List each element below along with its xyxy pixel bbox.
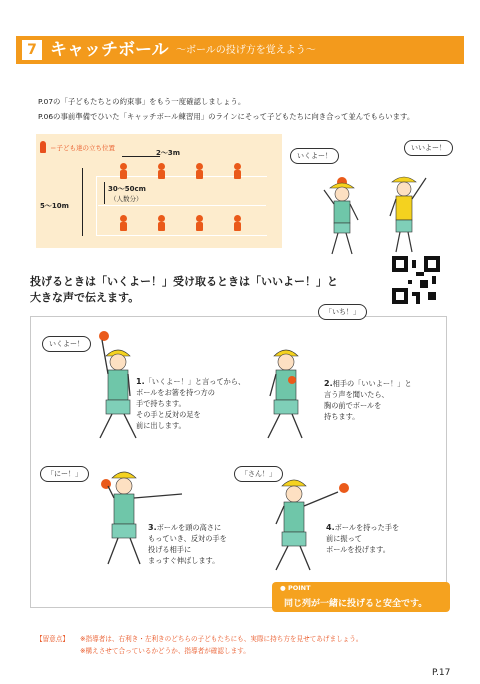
children-illustration xyxy=(310,168,450,264)
emphasis-line-2: 大きな声で伝えます。 xyxy=(30,291,140,304)
player-marker-icon xyxy=(120,215,127,231)
intro-line-1: P.07の「子どもたちとの約束事」をもう一度確認しましょう。 xyxy=(38,97,246,106)
notes-line-1: ※指導者は、右利き・左利きのどちらの子どもたちにも、実際に持ち方を見せてあげましょう。 xyxy=(80,635,363,643)
player-marker-icon xyxy=(120,163,127,179)
speech-bubble: いいよー！ xyxy=(404,140,453,156)
player-marker-icon xyxy=(234,163,241,179)
section-number: 7 xyxy=(22,40,42,60)
distance-arrow xyxy=(82,168,83,236)
section-subtitle: ～ボールの投げ方を覚えよう～ xyxy=(176,45,316,56)
step-2-bubble: 「いち！」 xyxy=(318,304,367,320)
spacing-arrow xyxy=(122,156,160,157)
step-2-text: 2.相手の「いいよー！」と 言う声を聞いたら、 胸の前でボールを 持ちます。 xyxy=(324,379,412,421)
notes-line-2: ※構えさせて合っているかどうか、指導者が確認します。 xyxy=(80,647,250,655)
intro-line-2: P.06の事前準備でひいた「キャッチボール練習用」のラインにそって子どもたちに向き合って並んでもらいます。 xyxy=(38,112,415,121)
player-marker-icon xyxy=(196,163,203,179)
qr-code-icon[interactable] xyxy=(392,256,440,304)
player-marker-icon xyxy=(158,163,165,179)
page-number: P.17 xyxy=(432,668,451,678)
step-4-text: 4.ボールを持った手を 前に振って ボールを投げます。 xyxy=(326,523,400,554)
gap-note: （人数分） xyxy=(110,195,143,203)
step-1-bubble: いくよー！ xyxy=(42,336,91,352)
step-1-text: 1.「いくよー！」と言ってから、 ボールをお箸を持つ方の 手で持ちます。 その手と反対の足を 前に出します。 xyxy=(136,377,246,430)
step-4-bubble: 「さん！」 xyxy=(234,466,283,482)
emphasis-line-1: 投げるときは「いくよー！」受け取るときは「いいよー！」と xyxy=(30,275,338,288)
step-3-bubble: 「にー！」 xyxy=(40,466,89,482)
section-title: キャッチボール xyxy=(50,40,169,60)
spacing-label: 2～3m xyxy=(156,149,181,157)
player-marker-icon xyxy=(234,215,241,231)
distance-label: 5～10m xyxy=(40,202,69,210)
notes-label: 【留意点】 xyxy=(36,635,69,643)
speech-bubble: いくよー！ xyxy=(290,148,339,164)
point-text: 同じ列が一緒に投げると安全です。 xyxy=(284,599,428,609)
player-marker-icon xyxy=(40,141,46,153)
step-4-figure xyxy=(268,462,358,574)
step-2-figure xyxy=(256,330,316,442)
player-marker-icon xyxy=(158,215,165,231)
step-3-text: 3.ボールを頭の高さに もっていき、反対の手を 投げる相手に まっすぐ伸ばします。 xyxy=(148,523,227,565)
point-label: ● POINT xyxy=(280,584,311,592)
gap-arrow xyxy=(104,182,105,204)
player-marker-icon xyxy=(196,215,203,231)
gap-label: 30～50cm xyxy=(108,185,146,193)
court-line-center xyxy=(98,205,266,206)
diagram-legend: ＝子ども達の立ち位置 xyxy=(50,144,115,152)
point-icon: ● xyxy=(280,584,286,592)
